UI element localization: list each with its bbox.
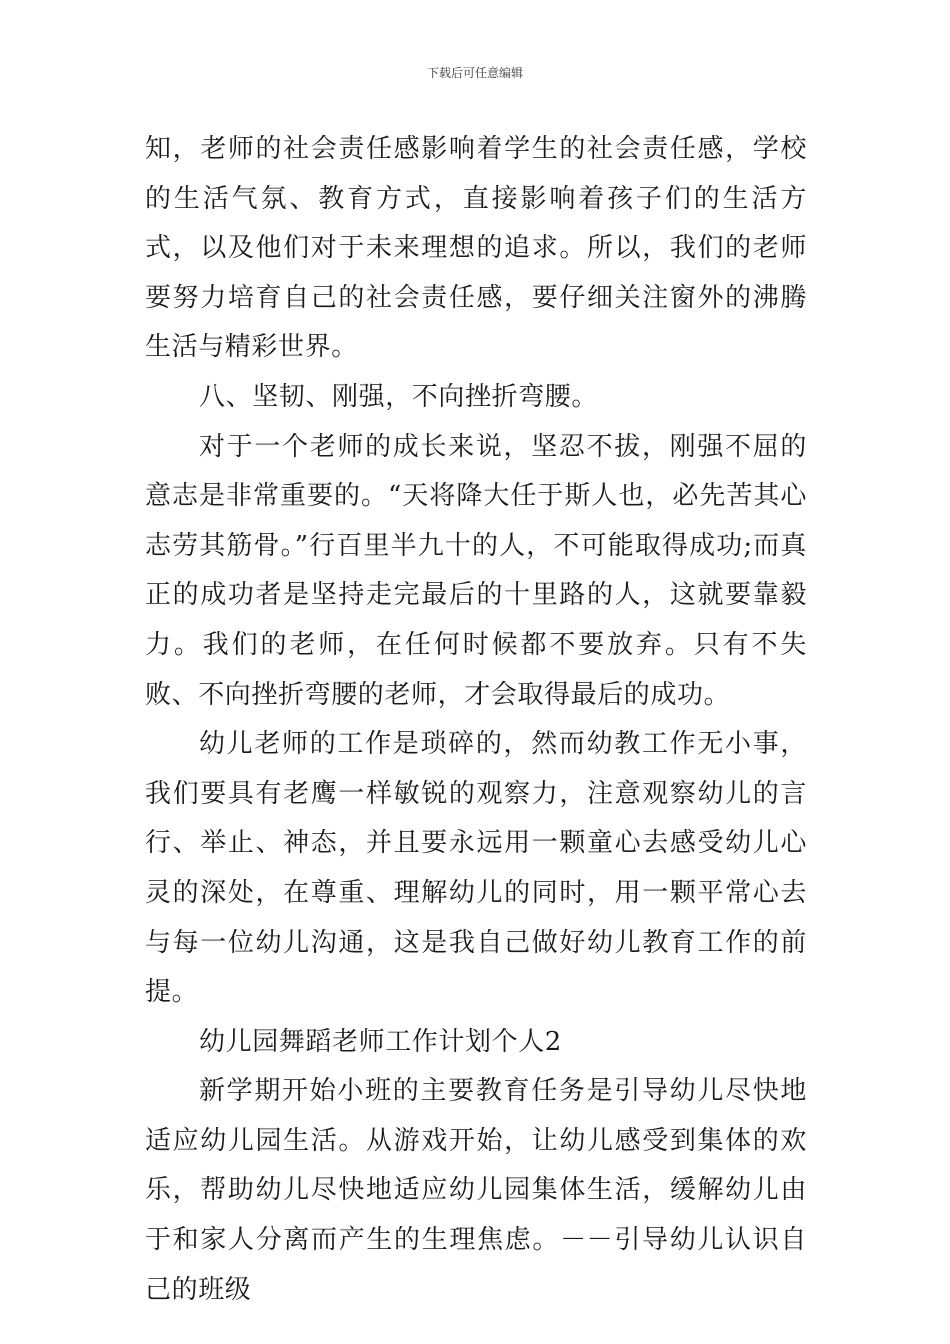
document-body	[145, 125, 807, 1315]
paragraph-social-responsibility-continued: 知，老师的社会责任感影响着学生的社会责任感，学校的生活气氛、教育方式，直接影响着孩子们的生活方式，以及他们对于未来理想的追求。所以，我们的老师要努力培育自己的社会责任感，要仔细关注窗外的沸腾生活与精彩世界。	[145, 134, 807, 363]
paragraph-perseverance: 对于一个老师的成长来说，坚忍不拔，刚强不屈的意志是非常重要的。“天将降大任于斯人也，必先苦其心志劳其筋骨。”行百里半九十的人，不可能取得成功;而真正的成功者是坚持走完最后的十里路的人，这就要靠毅力。我们的老师，在任何时候都不要放弃。只有不失败、不向挫折弯腰的老师，才会取得最后的成功。	[145, 431, 807, 710]
section-title-plan-2: 幼儿园舞蹈老师工作计划个人2	[199, 1026, 562, 1057]
paragraph-new-semester: 新学期开始小班的主要教育任务是引导幼儿尽快地适应幼儿园生活。从游戏开始，让幼儿感受到集体的欢乐，帮助幼儿尽快地适应幼儿园集体生活，缓解幼儿由于和家人分离而产生的生理焦虑。－－引导幼儿认识自己的班级	[145, 1076, 807, 1305]
section-heading-eight: 八、坚韧、刚强，不向挫折弯腰。	[199, 381, 599, 412]
paragraph-observation: 幼儿老师的工作是琐碎的，然而幼教工作无小事，我们要具有老鹰一样敏锐的观察力，注意观察幼儿的言行、举止、神态，并且要永远用一颗童心去感受幼儿心灵的深处，在尊重、理解幼儿的同时，用一颗平常心去与每一位幼儿沟通，这是我自己做好幼儿教育工作的前提。	[145, 729, 807, 1008]
page-header: 下载后可任意编辑	[426, 66, 523, 80]
